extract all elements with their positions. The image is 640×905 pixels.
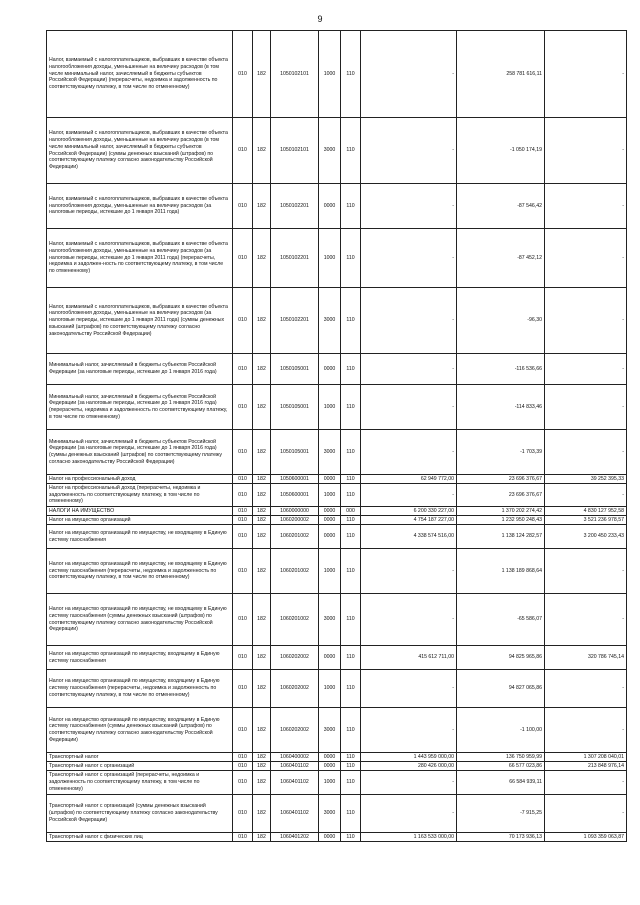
cell-approved: 280 426 000,00 (361, 762, 457, 771)
cell-executed: -96,30 (457, 288, 545, 354)
table-row (47, 516, 627, 525)
cell-chapter: 010 (233, 771, 253, 795)
cell-chapter: 010 (233, 475, 253, 484)
cell-kosgu: 110 (341, 31, 361, 118)
cell-chapter: 010 (233, 670, 253, 708)
table-row (47, 795, 627, 833)
cell-executed: -114 833,46 (457, 385, 545, 430)
cell-executed: -1 703,39 (457, 430, 545, 475)
cell-approved: - (361, 31, 457, 118)
table-row (47, 475, 627, 484)
cell-approved: - (361, 385, 457, 430)
cell-subcode: 1000 (319, 670, 341, 708)
cell-chapter: 010 (233, 516, 253, 525)
cell-code: 1060202002 (271, 708, 319, 753)
table-row (47, 753, 627, 762)
cell-name: Налог на имущество организаций по имуществу, входящему в Единую систему газоснабжения (суммы денежных взысканий (штрафов) по соответствующему платежу согласно законодательству Российской Федерации) (47, 708, 233, 753)
cell-approved: - (361, 594, 457, 646)
cell-name: Транспортный налог с организаций (47, 762, 233, 771)
cell-chapter: 010 (233, 385, 253, 430)
cell-executed: -87 452,12 (457, 229, 545, 288)
cell-remaining: 320 786 745,14 (545, 646, 627, 670)
cell-code: 1060201002 (271, 549, 319, 594)
cell-code: 1050102101 (271, 31, 319, 118)
cell-code: 1050102201 (271, 288, 319, 354)
cell-approved: - (361, 484, 457, 507)
cell-executed: 94 827 065,86 (457, 670, 545, 708)
cell-chapter: 010 (233, 31, 253, 118)
cell-code: 1050105001 (271, 385, 319, 430)
cell-remaining: - (545, 354, 627, 385)
cell-remaining: - (545, 795, 627, 833)
cell-kosgu: 110 (341, 833, 361, 842)
cell-subcode: 3000 (319, 594, 341, 646)
cell-approved: - (361, 184, 457, 229)
cell-remaining: - (545, 229, 627, 288)
cell-approved: - (361, 354, 457, 385)
cell-remaining: 1 307 208 040,01 (545, 753, 627, 762)
cell-approved: - (361, 795, 457, 833)
cell-approved: 62 949 772,00 (361, 475, 457, 484)
cell-name: Налог на имущество организаций по имуществу, входящему в Единую систему газоснабжения (47, 646, 233, 670)
cell-admin: 182 (253, 795, 271, 833)
cell-executed: -87 546,42 (457, 184, 545, 229)
cell-admin: 182 (253, 475, 271, 484)
cell-approved: - (361, 430, 457, 475)
cell-subcode: 1000 (319, 229, 341, 288)
cell-remaining: 4 830 127 952,58 (545, 507, 627, 516)
table-row (47, 708, 627, 753)
cell-name: Налог на имущество организаций (47, 516, 233, 525)
cell-subcode: 3000 (319, 795, 341, 833)
cell-subcode: 0000 (319, 753, 341, 762)
cell-chapter: 010 (233, 354, 253, 385)
cell-remaining: 3 521 236 978,57 (545, 516, 627, 525)
cell-kosgu: 110 (341, 288, 361, 354)
cell-admin: 182 (253, 646, 271, 670)
cell-subcode: 1000 (319, 549, 341, 594)
cell-code: 1050105001 (271, 430, 319, 475)
cell-executed: 1 370 202 274,42 (457, 507, 545, 516)
cell-approved: - (361, 118, 457, 184)
cell-executed: 70 173 936,13 (457, 833, 545, 842)
cell-name: Налог, взимаемый с налогоплательщиков, выбравших в качестве объекта налогообложения доходы, уменьшенные на величину расходов (за налоговые периоды, истекшие до 1 января 2011 года) (перерасчеты, недоимка и задолжен-ность по соответствующему платежу, в том числе по отмененному) (47, 229, 233, 288)
cell-chapter: 010 (233, 430, 253, 475)
cell-name: Налог на имущество организаций по имуществу, входящему в Единую систему газоснабжения (перерасчеты, недоимка и задолженность по соответствующему платежу, в том числе по отмененному) (47, 670, 233, 708)
cell-admin: 182 (253, 430, 271, 475)
cell-executed: 1 138 124 282,57 (457, 525, 545, 549)
cell-subcode: 0000 (319, 507, 341, 516)
cell-code: 1060401102 (271, 771, 319, 795)
cell-code: 1050102201 (271, 229, 319, 288)
cell-executed: 23 696 376,67 (457, 475, 545, 484)
cell-chapter: 010 (233, 484, 253, 507)
cell-admin: 182 (253, 516, 271, 525)
table-row (47, 229, 627, 288)
cell-kosgu: 110 (341, 753, 361, 762)
cell-chapter: 010 (233, 833, 253, 842)
cell-name: Налог на профессиональный доход (перерасчеты, недоимка и задолженность по соответствующему платежу, в том числе по отмененному) (47, 484, 233, 507)
cell-admin: 182 (253, 229, 271, 288)
cell-chapter: 010 (233, 708, 253, 753)
cell-admin: 182 (253, 385, 271, 430)
cell-admin: 182 (253, 833, 271, 842)
cell-approved: 4 338 574 516,00 (361, 525, 457, 549)
cell-kosgu: 110 (341, 795, 361, 833)
cell-chapter: 010 (233, 184, 253, 229)
cell-subcode: 3000 (319, 118, 341, 184)
table-row (47, 549, 627, 594)
cell-code: 1060400002 (271, 753, 319, 762)
cell-subcode: 1000 (319, 31, 341, 118)
cell-remaining: 3 200 450 233,43 (545, 525, 627, 549)
cell-approved: - (361, 549, 457, 594)
cell-remaining: - (545, 484, 627, 507)
cell-subcode: 3000 (319, 288, 341, 354)
table-row (47, 525, 627, 549)
cell-code: 1050600001 (271, 475, 319, 484)
cell-kosgu: 110 (341, 516, 361, 525)
cell-remaining: 39 252 395,33 (545, 475, 627, 484)
cell-name: Налог, взимаемый с налогоплательщиков, выбравших в качестве объекта налогообложения доходы, уменьшенные на величину расходов (за налоговые периоды, истекшие до 1 января 2011 года) (суммы денежных взысканий (штрафов) по соответствующему платежу согласно законодательству Российской Федерации) (47, 288, 233, 354)
cell-name: Налог на имущество организаций по имуществу, не входящему в Единую систему газоснабжения (суммы денежных взысканий (штрафов) по соответствующему платежу согласно законодательству Российской Федерации) (47, 594, 233, 646)
table-row (47, 288, 627, 354)
cell-kosgu: 110 (341, 430, 361, 475)
cell-kosgu: 110 (341, 549, 361, 594)
cell-kosgu: 110 (341, 354, 361, 385)
cell-executed: -65 586,07 (457, 594, 545, 646)
table-row (47, 670, 627, 708)
cell-code: 1060201002 (271, 594, 319, 646)
cell-subcode: 0000 (319, 354, 341, 385)
cell-chapter: 010 (233, 753, 253, 762)
cell-approved: 6 200 330 227,00 (361, 507, 457, 516)
table-row (47, 385, 627, 430)
cell-subcode: 0000 (319, 184, 341, 229)
table-row (47, 507, 627, 516)
cell-admin: 182 (253, 771, 271, 795)
cell-name: Транспортный налог с организаций (суммы денежных взысканий (штрафов) по соответствующему платежу согласно законодательству Российской Федерации) (47, 795, 233, 833)
cell-remaining: - (545, 430, 627, 475)
cell-admin: 182 (253, 670, 271, 708)
cell-remaining: - (545, 31, 627, 118)
page-number: 9 (317, 14, 323, 24)
cell-executed: -7 915,25 (457, 795, 545, 833)
cell-chapter: 010 (233, 288, 253, 354)
cell-approved: 415 612 711,00 (361, 646, 457, 670)
cell-subcode: 3000 (319, 430, 341, 475)
cell-subcode: 1000 (319, 771, 341, 795)
cell-subcode: 0000 (319, 516, 341, 525)
table-row (47, 646, 627, 670)
cell-admin: 182 (253, 484, 271, 507)
cell-kosgu: 110 (341, 594, 361, 646)
cell-kosgu: 000 (341, 507, 361, 516)
cell-kosgu: 110 (341, 484, 361, 507)
cell-executed: 66 584 939,11 (457, 771, 545, 795)
table-row (47, 184, 627, 229)
cell-approved: - (361, 771, 457, 795)
cell-admin: 182 (253, 354, 271, 385)
cell-name: Минимальный налог, зачисляемый в бюджеты субъектов Российской Федерации (за налоговые периоды, истекшие до 1 января 2016 года) (суммы денежных взысканий (штрафов) по соответствующему платежу согласно законодательству Российской Федерации) (47, 430, 233, 475)
cell-admin: 182 (253, 184, 271, 229)
cell-code: 1050102201 (271, 184, 319, 229)
table-row (47, 484, 627, 507)
cell-admin: 182 (253, 118, 271, 184)
cell-kosgu: 110 (341, 229, 361, 288)
cell-name: Транспортный налог с физических лиц (47, 833, 233, 842)
cell-approved: 4 754 187 227,00 (361, 516, 457, 525)
cell-executed: 23 696 376,67 (457, 484, 545, 507)
cell-remaining: - (545, 549, 627, 594)
table-row (47, 354, 627, 385)
cell-executed: 258 781 616,11 (457, 31, 545, 118)
cell-executed: 66 577 023,86 (457, 762, 545, 771)
cell-kosgu: 110 (341, 184, 361, 229)
cell-admin: 182 (253, 753, 271, 762)
cell-code: 1050105001 (271, 354, 319, 385)
cell-name: Минимальный налог, зачисляемый в бюджеты субъектов Российской Федерации (за налоговые периоды, истекшие до 1 января 2016 года) (47, 354, 233, 385)
cell-kosgu: 110 (341, 646, 361, 670)
table-row (47, 118, 627, 184)
table-row (47, 594, 627, 646)
cell-approved: - (361, 708, 457, 753)
cell-remaining: - (545, 708, 627, 753)
cell-remaining: - (545, 184, 627, 229)
cell-subcode: 1000 (319, 385, 341, 430)
cell-admin: 182 (253, 762, 271, 771)
cell-name: Налог на имущество организаций по имуществу, не входящему в Единую систему газоснабжения (перерасчеты, недоимка и задолженность по соответствующему платежу, в том числе по отмененному) (47, 549, 233, 594)
cell-kosgu: 110 (341, 762, 361, 771)
cell-name: Транспортный налог с организаций (перерасчеты, недоимка и задолженность по соответствующему платежу, в том числе по отмененному) (47, 771, 233, 795)
cell-chapter: 010 (233, 525, 253, 549)
cell-kosgu: 110 (341, 385, 361, 430)
cell-executed: 136 750 959,99 (457, 753, 545, 762)
cell-executed: 1 232 950 248,43 (457, 516, 545, 525)
cell-subcode: 3000 (319, 708, 341, 753)
cell-subcode: 1000 (319, 484, 341, 507)
cell-code: 1060200002 (271, 516, 319, 525)
cell-approved: 1 163 533 000,00 (361, 833, 457, 842)
cell-kosgu: 110 (341, 708, 361, 753)
cell-admin: 182 (253, 525, 271, 549)
cell-name: Минимальный налог, зачисляемый в бюджеты субъектов Российской Федерации (за налоговые периоды, истекшие до 1 января 2016 года) (перерасчеты, недоимка и задолженность по соответствующему платежу, в том числе по отмененному) (47, 385, 233, 430)
cell-name: Транспортный налог (47, 753, 233, 762)
cell-name: НАЛОГИ НА ИМУЩЕСТВО (47, 507, 233, 516)
cell-kosgu: 110 (341, 771, 361, 795)
cell-code: 1060000000 (271, 507, 319, 516)
cell-name: Налог, взимаемый с налогоплательщиков, выбравших в качестве объекта налогообложения доходы, уменьшенные на величину расходов (в том числе минимальный налог, зачисляемый в бюджеты субъектов Российской Федерации) (перерасчеты, недоимка и задолженность по соответствующему платежу, в том числе по отмененному) (47, 31, 233, 118)
cell-executed: 1 138 189 868,64 (457, 549, 545, 594)
table-row (47, 430, 627, 475)
cell-executed: -1 100,00 (457, 708, 545, 753)
cell-code: 1060401202 (271, 833, 319, 842)
cell-admin: 182 (253, 507, 271, 516)
cell-subcode: 0000 (319, 762, 341, 771)
cell-chapter: 010 (233, 594, 253, 646)
cell-remaining: - (545, 594, 627, 646)
cell-chapter: 010 (233, 762, 253, 771)
cell-kosgu: 110 (341, 525, 361, 549)
cell-subcode: 0000 (319, 833, 341, 842)
cell-code: 1050600001 (271, 484, 319, 507)
cell-code: 1060401102 (271, 795, 319, 833)
cell-kosgu: 110 (341, 475, 361, 484)
cell-approved: - (361, 670, 457, 708)
cell-code: 1060201002 (271, 525, 319, 549)
table-row (47, 771, 627, 795)
revenue-table (46, 30, 627, 842)
cell-approved: - (361, 229, 457, 288)
cell-subcode: 0000 (319, 646, 341, 670)
cell-kosgu: 110 (341, 118, 361, 184)
cell-admin: 182 (253, 288, 271, 354)
cell-subcode: 0000 (319, 475, 341, 484)
cell-remaining: - (545, 771, 627, 795)
cell-executed: -116 536,66 (457, 354, 545, 385)
cell-name: Налог на профессиональный доход (47, 475, 233, 484)
cell-remaining: - (545, 288, 627, 354)
cell-remaining: 213 848 976,14 (545, 762, 627, 771)
cell-code: 1060202002 (271, 670, 319, 708)
cell-chapter: 010 (233, 646, 253, 670)
cell-code: 1050102101 (271, 118, 319, 184)
cell-name: Налог, взимаемый с налогоплательщиков, выбравших в качестве объекта налогообложения доходы, уменьшенные на величину расходов (в том числе минимальный налог, зачисляемый в бюджеты субъектов Российской Федерации) (суммы денежных взысканий (штрафов) по соответствующему платежу согласно законодательству Российской Федерации) (47, 118, 233, 184)
cell-chapter: 010 (233, 549, 253, 594)
cell-code: 1060202002 (271, 646, 319, 670)
table-row (47, 833, 627, 842)
cell-approved: - (361, 288, 457, 354)
cell-remaining: - (545, 670, 627, 708)
table-row (47, 31, 627, 118)
cell-remaining: - (545, 385, 627, 430)
cell-chapter: 010 (233, 118, 253, 184)
cell-admin: 182 (253, 594, 271, 646)
cell-chapter: 010 (233, 507, 253, 516)
cell-chapter: 010 (233, 229, 253, 288)
cell-remaining: - (545, 118, 627, 184)
cell-executed: -1 050 174,19 (457, 118, 545, 184)
cell-subcode: 0000 (319, 525, 341, 549)
cell-approved: 1 443 959 000,00 (361, 753, 457, 762)
cell-admin: 182 (253, 31, 271, 118)
cell-remaining: 1 093 359 063,87 (545, 833, 627, 842)
cell-admin: 182 (253, 708, 271, 753)
cell-executed: 94 825 965,86 (457, 646, 545, 670)
cell-admin: 182 (253, 549, 271, 594)
cell-code: 1060401102 (271, 762, 319, 771)
cell-name: Налог на имущество организаций по имуществу, не входящему в Единую систему газоснабжения (47, 525, 233, 549)
cell-chapter: 010 (233, 795, 253, 833)
table-row (47, 762, 627, 771)
cell-name: Налог, взимаемый с налогоплательщиков, выбравших в качестве объекта налогообложения доходы, уменьшенные на величину расходов (за налоговые периоды, истекшие до 1 января 2011 года) (47, 184, 233, 229)
cell-kosgu: 110 (341, 670, 361, 708)
